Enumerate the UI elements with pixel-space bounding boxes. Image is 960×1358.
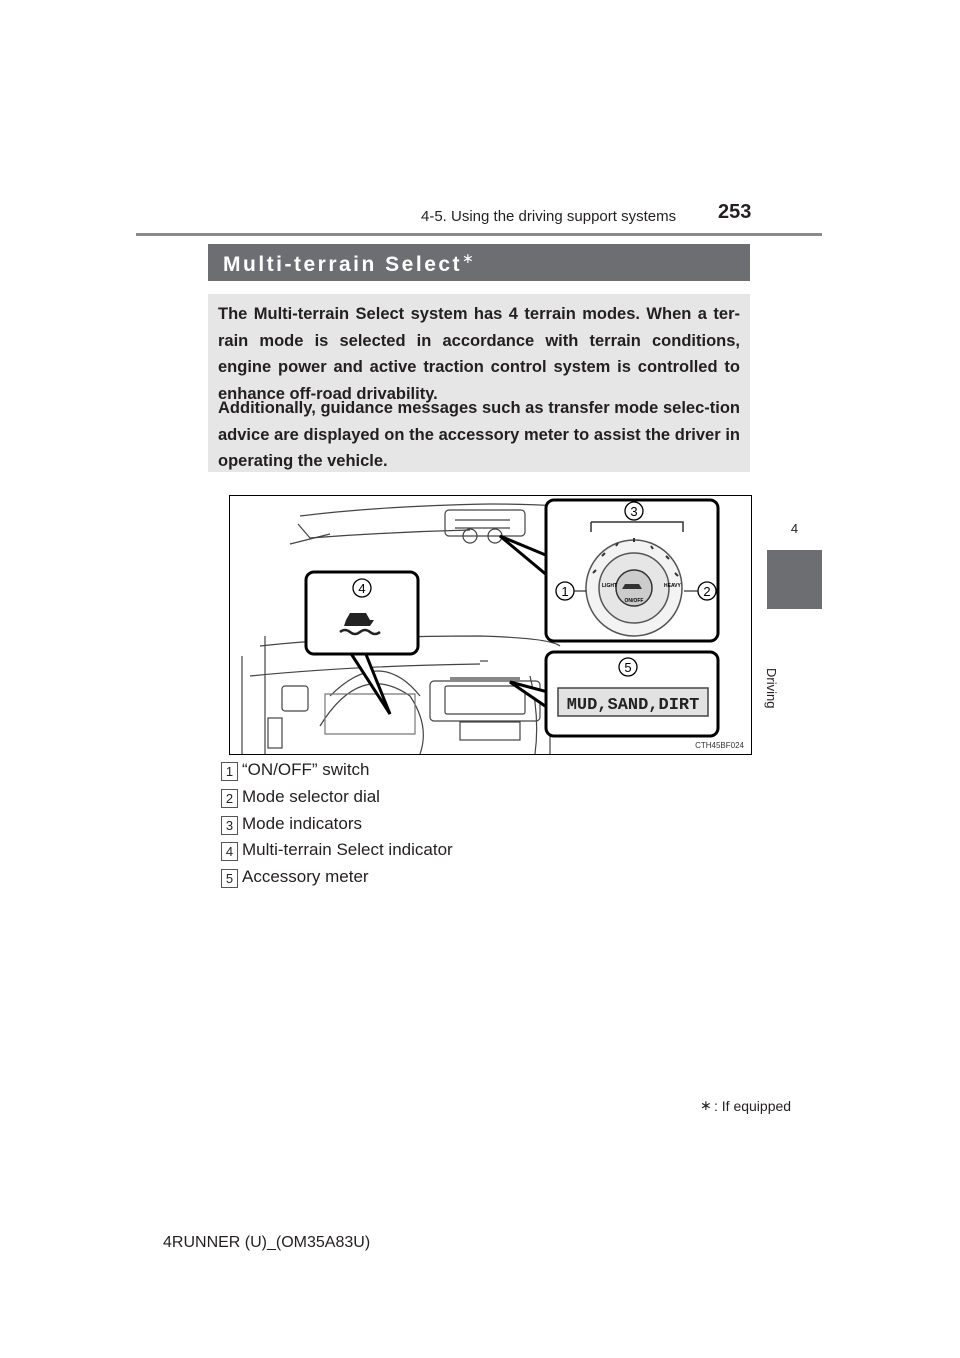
legend-text: Mode selector dial (242, 787, 380, 806)
callout-1-label: 1 (561, 584, 569, 599)
switch-label: ON/OFF (624, 598, 644, 604)
intro-paragraph-2: Additionally, guidance messages such as transfer mode selec-tion advice are displayed on the accessory meter to assist the driver in operating the vehicle. (218, 399, 740, 470)
legend-number: 2 (221, 789, 238, 808)
intro-box (208, 294, 750, 472)
dashboard-illustration (230, 496, 751, 754)
page-number: 253 (718, 201, 752, 223)
callout-pointer-indicator (350, 652, 390, 714)
intro-paragraph-1: The Multi-terrain Select system has 4 terrain modes. When a ter-rain mode is selected in accordance with terrain conditions, engine power and active traction control system is controlled to enhance off-road drivability. (218, 305, 740, 403)
chapter-label-wrap (764, 620, 799, 709)
legend-number: 5 (221, 869, 238, 888)
footnote (700, 1097, 792, 1114)
callout-pointer-meter (510, 682, 548, 708)
callout-pointer-dial (500, 536, 548, 576)
legend-text: “ON/OFF” switch (242, 760, 370, 779)
accessory-meter-text: MUD,SAND,DIRT (566, 696, 700, 715)
figure-illustration (229, 495, 752, 755)
legend-number: 3 (221, 816, 238, 835)
dial-heavy-label: HEAVY (664, 583, 681, 589)
if-equipped-mark: ∗ (462, 250, 474, 266)
chapter-tab (767, 550, 822, 609)
section-title (223, 250, 474, 277)
legend-text: Accessory meter (242, 867, 369, 886)
footnote-mark: ∗ (700, 1097, 712, 1113)
rearview-mirror (445, 510, 525, 536)
chapter-number: 4 (790, 521, 799, 536)
callout-4-label: 4 (358, 581, 366, 596)
callout-3-label: 3 (630, 504, 638, 519)
section-title-bar (208, 244, 750, 281)
header-rule (136, 233, 822, 236)
running-header: 4-5. Using the driving support systems (421, 208, 677, 225)
callout-2-label: 2 (703, 584, 711, 599)
chapter-label: Driving (764, 668, 779, 709)
callout-5-label: 5 (624, 660, 632, 675)
figure-code: CTH45BF024 (695, 741, 744, 750)
legend-text: Mode indicators (242, 814, 363, 833)
footer-model: 4RUNNER (U)_(OM35A83U) (163, 1234, 371, 1251)
dial-light-label: LIGHT (602, 583, 617, 589)
footnote-text: : If equipped (714, 1098, 792, 1114)
legend-number: 1 (221, 762, 238, 781)
section-title-text: Multi-terrain Select (223, 253, 463, 276)
legend-text: Multi-terrain Select indicator (242, 840, 453, 859)
legend-number: 4 (221, 842, 238, 861)
